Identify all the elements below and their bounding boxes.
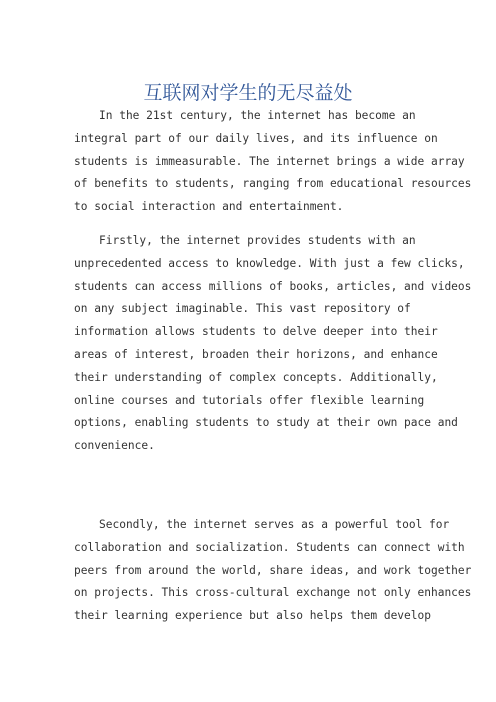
- paragraph-line: their learning experience but also helps them develop: [74, 609, 431, 623]
- paragraph-secondly: [74, 514, 472, 628]
- paragraph-line: of benefits to students, ranging from educational resources: [74, 177, 472, 191]
- paragraph-line: areas of interest, broaden their horizons, and enhance: [74, 347, 438, 361]
- paragraph-line: to social interaction and entertainment.: [74, 200, 344, 214]
- paragraph-line: collaboration and socialization. Students can connect with: [74, 540, 465, 554]
- paragraph-line: on projects. This cross-cultural exchange not only enhances: [74, 586, 472, 600]
- paragraph-line: peers from around the world, share ideas, and work together: [74, 563, 472, 577]
- paragraph-line: on any subject imaginable. This vast repository of: [74, 302, 411, 316]
- paragraph-line: their understanding of complex concepts. Additionally,: [74, 370, 438, 384]
- paragraph-line: integral part of our daily lives, and its influence on: [74, 131, 438, 145]
- paragraph-line: online courses and tutorials offer flexible learning: [74, 393, 425, 407]
- paragraph-line: students can access millions of books, articles, and videos: [74, 279, 472, 293]
- paragraph-line: convenience.: [74, 439, 155, 453]
- paragraph-line: Secondly, the internet serves as a powerful tool for: [99, 518, 450, 531]
- paragraph-line: unprecedented access to knowledge. With just a few clicks,: [74, 256, 465, 270]
- paragraph-line: In the 21st century, the internet has become an: [99, 109, 416, 122]
- paragraph-firstly: [74, 230, 472, 458]
- paragraph-line: Firstly, the internet provides students with an: [99, 234, 416, 247]
- paragraph-line: students is immeasurable. The internet brings a wide array: [74, 154, 465, 168]
- paragraph-line: information allows students to delve deeper into their: [74, 325, 438, 339]
- document-title: 互联网对学生的无尽益处: [143, 82, 353, 104]
- paragraph-line: options, enabling students to study at their own pace and: [74, 416, 458, 430]
- paragraph-intro: [74, 105, 472, 219]
